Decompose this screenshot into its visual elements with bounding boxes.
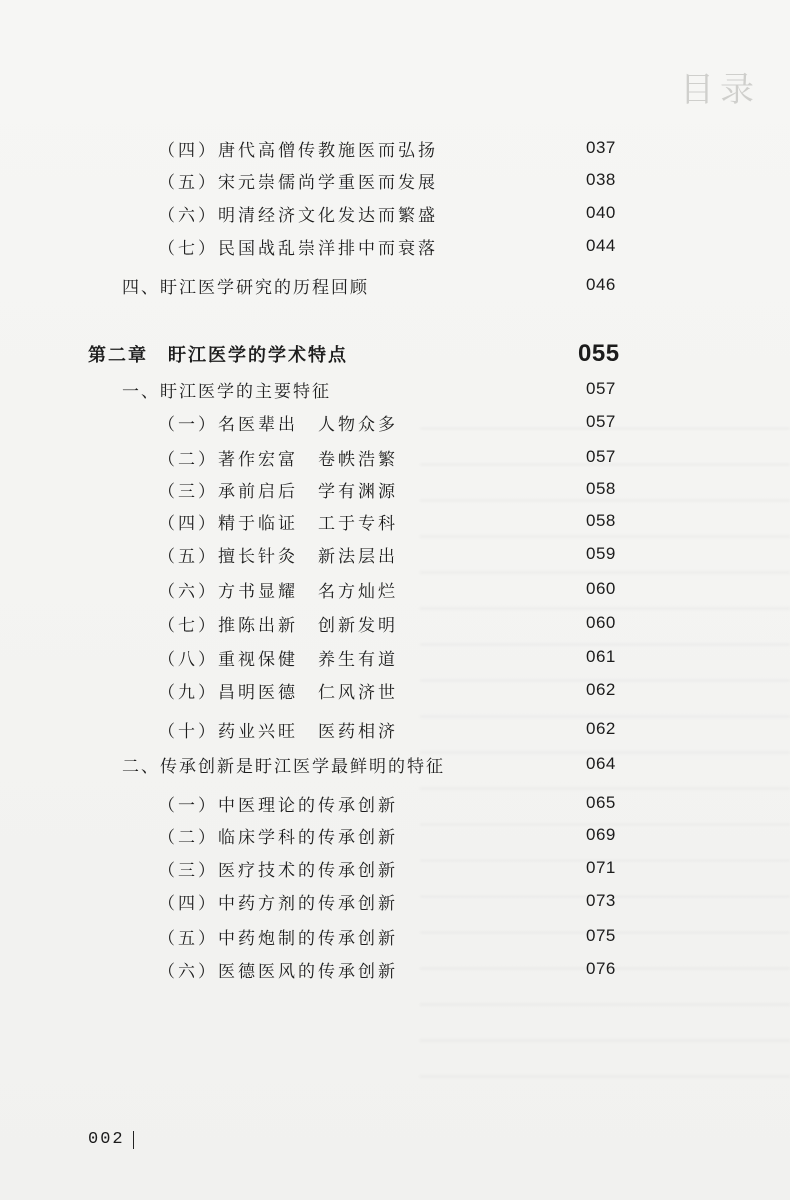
toc-entry-page-number: 058 xyxy=(586,479,616,498)
toc-entry-title: （四）唐代高僧传教施医而弘扬 xyxy=(158,140,438,161)
toc-entry-title: 一、盱江医学的主要特征 xyxy=(122,381,331,402)
toc-entry xyxy=(0,885,790,917)
toc-entry xyxy=(0,787,790,819)
toc-entry-title: 二、传承创新是盱江医学最鲜明的特征 xyxy=(122,756,445,777)
toc-entry xyxy=(0,406,790,438)
toc-entry xyxy=(0,819,790,851)
bleed-through-header: 目录 xyxy=(680,70,760,110)
toc-entry-title: （六）医德医风的传承创新 xyxy=(158,961,398,982)
toc-entry-title: （一）名医辈出 人物众多 xyxy=(158,414,398,435)
toc-entry-page-number: 055 xyxy=(578,340,620,367)
toc-entry-page-number: 038 xyxy=(586,170,616,189)
toc-entry-title: （五）中药炮制的传承创新 xyxy=(158,928,398,949)
toc-entry-page-number: 064 xyxy=(586,754,616,773)
toc-entry xyxy=(0,269,790,301)
toc-entry-page-number: 062 xyxy=(586,719,616,738)
toc-entry-page-number: 060 xyxy=(586,613,616,632)
toc-entry xyxy=(0,373,790,405)
toc-entry xyxy=(0,641,790,673)
toc-entry xyxy=(0,748,790,780)
toc-entry-page-number: 044 xyxy=(586,236,616,255)
toc-entry-title: （二）著作宏富 卷帙浩繁 xyxy=(158,449,398,470)
toc-entry-page-number: 075 xyxy=(586,926,616,945)
toc-entry xyxy=(0,674,790,706)
toc-entry-title: （八）重视保健 养生有道 xyxy=(158,649,398,670)
toc-entry-title: （六）明清经济文化发达而繁盛 xyxy=(158,205,438,226)
toc-entry-title: （十）药业兴旺 医药相济 xyxy=(158,721,398,742)
toc-entry-title: 第二章 盱江医学的学术特点 xyxy=(88,345,348,366)
toc-entry xyxy=(0,473,790,505)
toc-entry xyxy=(0,852,790,884)
toc-entry xyxy=(0,607,790,639)
toc-entry-title: （七）推陈出新 创新发明 xyxy=(158,615,398,636)
toc-entry-title: 四、盱江医学研究的历程回顾 xyxy=(122,277,369,298)
toc-entry xyxy=(0,953,790,985)
toc-entry xyxy=(0,920,790,952)
toc-entry-page-number: 059 xyxy=(586,544,616,563)
toc-entry xyxy=(0,538,790,570)
toc-entry-page-number: 065 xyxy=(586,793,616,812)
footer-divider xyxy=(133,1131,134,1149)
toc-entry-title: （五）擅长针灸 新法层出 xyxy=(158,546,398,567)
toc-entry xyxy=(0,164,790,196)
toc-entry xyxy=(0,230,790,262)
toc-entry-title: （一）中医理论的传承创新 xyxy=(158,795,398,816)
toc-entry-page-number: 069 xyxy=(586,825,616,844)
toc-entry-page-number: 073 xyxy=(586,891,616,910)
toc-entry-page-number: 037 xyxy=(586,138,616,157)
toc-entry-page-number: 046 xyxy=(586,275,616,294)
toc-entry-page-number: 057 xyxy=(586,447,616,466)
toc-entry-title: （七）民国战乱崇洋排中而衰落 xyxy=(158,238,438,259)
toc-entry xyxy=(0,505,790,537)
toc-entry xyxy=(0,197,790,229)
toc-entry-title: （五）宋元崇儒尚学重医而发展 xyxy=(158,172,438,193)
toc-entry-title: （三）医疗技术的传承创新 xyxy=(158,860,398,881)
toc-entry xyxy=(0,441,790,473)
toc-entry-title: （六）方书显耀 名方灿烂 xyxy=(158,581,398,602)
toc-entry-page-number: 076 xyxy=(586,959,616,978)
page-footer xyxy=(88,1130,134,1149)
toc-entry xyxy=(0,573,790,605)
toc-entry xyxy=(0,132,790,164)
toc-chapter-entry xyxy=(0,338,790,370)
toc-entry-page-number: 061 xyxy=(586,647,616,666)
toc-entry-title: （四）精于临证 工于专科 xyxy=(158,513,398,534)
toc-entry-page-number: 071 xyxy=(586,858,616,877)
toc-entry-page-number: 057 xyxy=(586,379,616,398)
toc-entry-page-number: 058 xyxy=(586,511,616,530)
toc-entry-title: （四）中药方剂的传承创新 xyxy=(158,893,398,914)
toc-entry-title: （九）昌明医德 仁风济世 xyxy=(158,682,398,703)
toc-entry-title: （三）承前启后 学有渊源 xyxy=(158,481,398,502)
toc-entry-title: （二）临床学科的传承创新 xyxy=(158,827,398,848)
toc-entry xyxy=(0,713,790,745)
toc-entry-page-number: 040 xyxy=(586,203,616,222)
toc-entry-page-number: 062 xyxy=(586,680,616,699)
page-number: 002 xyxy=(88,1130,125,1149)
toc-entry-page-number: 057 xyxy=(586,412,616,431)
toc-entry-page-number: 060 xyxy=(586,579,616,598)
